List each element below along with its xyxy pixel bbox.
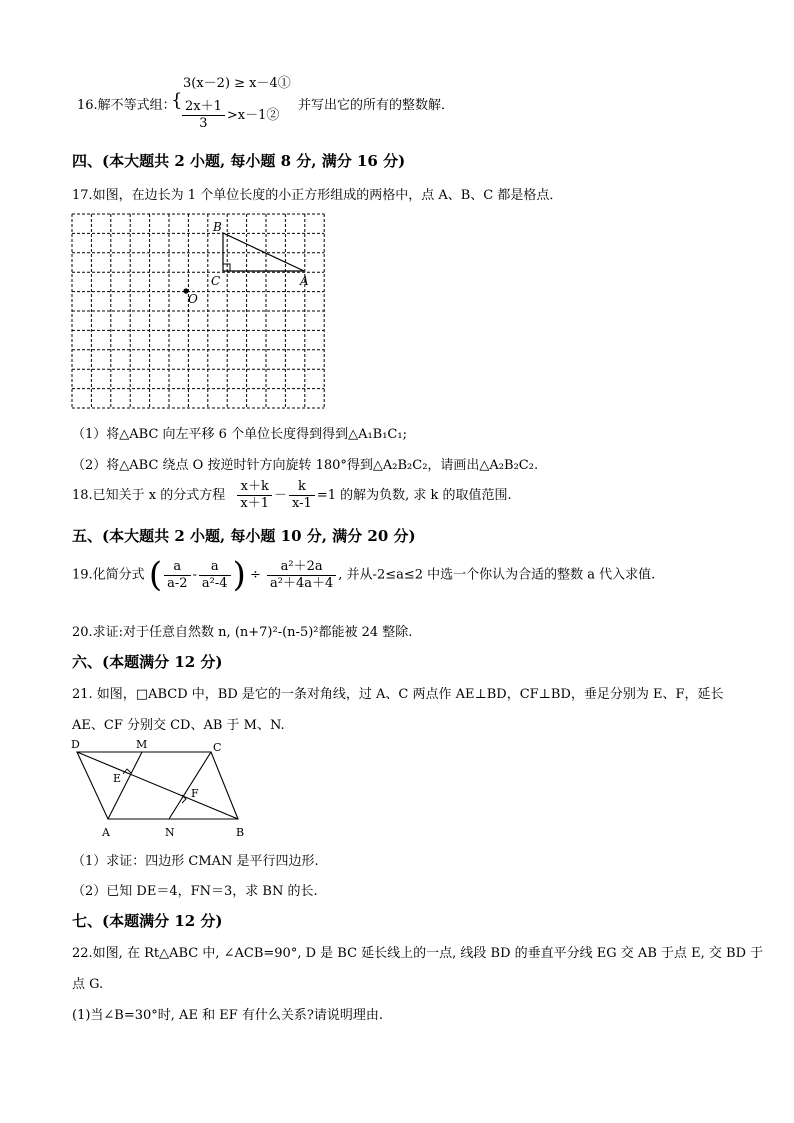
label-d: D [71,738,80,751]
q17-part2: （2）将△ABC 绕点 O 按逆时针方向旋转 180°得到△A₂B₂C₂，请画出△A₂B₂C₂. [72,458,539,473]
label-e: E [113,772,122,785]
q16-fraction: $\frac{2x+1}{3}$ [182,99,225,132]
q20-text: 20.求证:对于任意自然数 n, (n+7)²-(n-5)²都能被 24 整除. [72,625,413,640]
q19-fraction-a2: $\frac{a}{\text{a²-4}}$ [199,559,231,592]
q17-grid-figure [70,212,330,410]
label-c: C [211,274,221,288]
label-a: A [102,826,110,839]
section-6-heading: 六、(本题满分 12 分) [72,653,223,671]
q22-part1: (1)当∠B=30°时, AE 和 EF 有什么关系?请说明理由. [72,1008,383,1023]
q19: 19.化简分式 ( $\frac{a}{a-2}$ - $\frac{a}{\text{a²-4}}$ ) ÷ $\frac{\text{a²＋2a}}{\text{a²＋4a＋4}}$ , 并从-2≤a≤2 中选一个你认为合适的整数 a 代入求值. [72,555,656,595]
q16-brace: { [171,90,183,111]
q18-fraction-1: $\frac{x+k}{x+1}$ [237,479,272,512]
q18: 18.已知关于 x 的分式方程 $\frac{x+k}{x+1}$ － $\frac{k}{x-1}$ =1 的解为负数, 求 k 的取值范围. [72,479,512,511]
q22-line2: 点 G. [72,977,104,992]
q21-parallelogram-figure [68,736,258,842]
label-b: B [236,826,245,839]
q16-label: 16.解不等式组： [77,98,176,113]
segment-am [108,752,142,819]
label-b: B [213,220,222,234]
q22-line1: 22.如图, 在 Rt△ABC 中, ∠ACB=90°, D 是 BC 延长线上的一点, 线段 BD 的垂直平分线 EG 交 AB 于点 E, 交 BD 于 [72,946,764,961]
label-c: C [213,741,222,754]
q21-part2: （2）已知 DE＝4，FN＝3，求 BN 的长. [72,884,318,899]
label-o: O [188,292,198,306]
triangle-abc [223,233,304,271]
q19-fraction-a1: $\frac{a}{a-2}$ [164,559,190,592]
q17-text: 17.如图，在边长为 1 个单位长度的小正方形组成的两格中，点 A、B、C 都是格点． [72,188,563,203]
q16-tail: 并写出它的所有的整数解． [298,98,455,113]
label-a: A [300,274,309,288]
section-5-heading: 五、(本大题共 2 小题, 每小题 10 分, 满分 20 分) [72,527,416,545]
q16-ineq1: 3(x－2) ≥ x－4① [183,76,291,91]
segment-cn [169,752,211,819]
section-4-heading: 四、(本大题共 2 小题, 每小题 8 分, 满分 16 分) [72,152,406,170]
q21-part1: （1）求证：四边形 CMAN 是平行四边形. [72,854,319,869]
q21-line1: 21. 如图，□ABCD 中，BD 是它的一条对角线，过 A、C 两点作 AE⊥BD，CF⊥BD，垂足分别为 E、F，延长 [72,687,724,702]
q16-ineq2: $\frac{2x+1}{3}$ >x－1② [180,99,279,132]
dashed-grid [72,214,324,408]
label-m: M [136,738,148,751]
diagonal-bd [77,752,238,819]
section-7-heading: 七、(本题满分 12 分) [72,912,223,930]
label-n: N [165,826,175,839]
label-f: F [191,787,199,800]
q19-fraction-b: $\frac{\text{a²＋2a}}{\text{a²＋4a＋4}}$ [267,559,336,592]
q18-fraction-2: $\frac{k}{x-1}$ [289,479,315,512]
right-angle-mark [223,264,230,271]
q21-line2: AE、CF 分别交 CD、AB 于 M、N. [72,718,285,733]
q17-part1: （1）将△ABC 向左平移 6 个单位长度得到得到△A₁B₁C₁; [72,427,407,442]
